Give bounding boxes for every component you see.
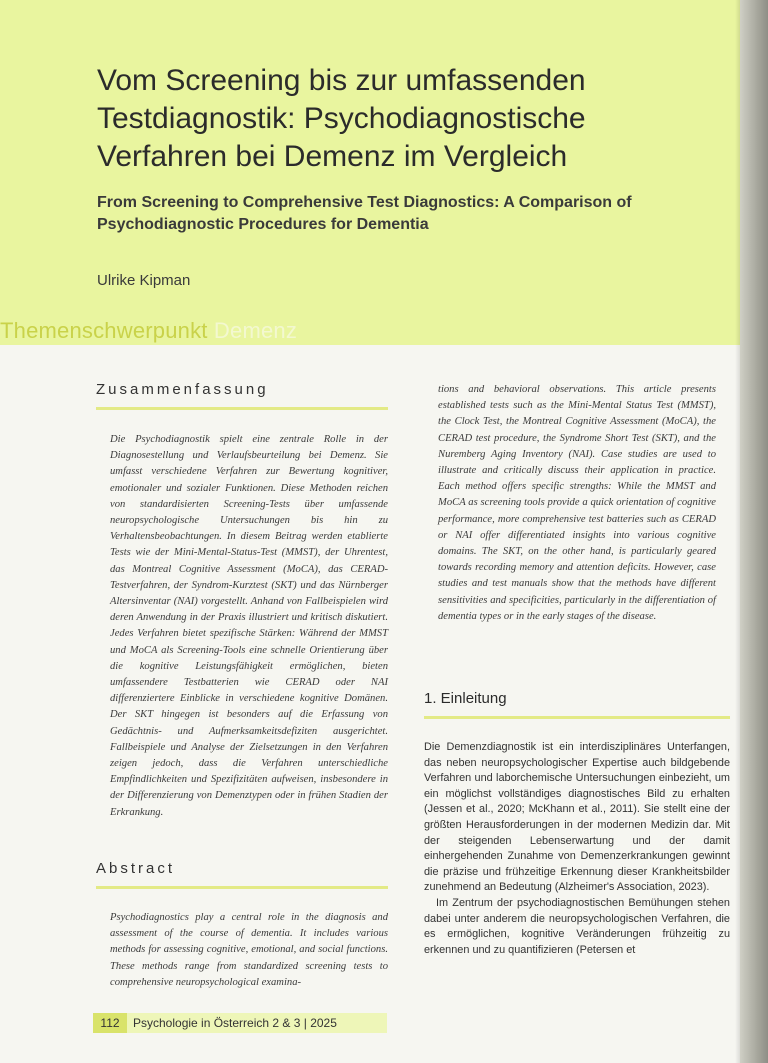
zusammenfassung-heading: Zusammenfassung [96, 381, 269, 398]
article-subtitle: From Screening to Comprehensive Test Diagnostics: A Comparison of Psychodiagnostic Procedures for Dementia [97, 194, 632, 233]
page-number: 112 [93, 1013, 127, 1033]
abstract-rule [96, 886, 388, 889]
focus-topic-banner [0, 318, 297, 344]
page-footer [93, 1013, 387, 1033]
abstract-heading: Abstract [96, 860, 176, 877]
einleitung-rule [424, 716, 730, 719]
abstract-text-part2: tions and behavioral observations. This article presents established tests such as the Mini-Mental Status Test (MMST), the Clock Test, the Montreal Cognitive Assessment (MoCA), the CERAD test procedure, the Syndrome Short Test (SKT), and the Nuremberg Aging Inventory (NAI). Case studies are used to illustrate and critically discuss their application in practice. Each method offers specific strengths: While the MMST and MoCA as screening tools provide a quick orientation of cognitive performance, more comprehensive test batteries such as CERAD or NAI offer differentiated insights into various cognitive domains. The SKT, on the other hand, is particularly geared towards recording memory and attention deficits. However, case studies and test manuals show that the methods have different sensitivities and specificities, particularly in the differentiation of dementia types or in the early stages of the disease. [438, 384, 716, 622]
banner-main-text: Themenschwerpunkt [0, 318, 214, 343]
abstract-text-part1: Psychodiagnostics play a central role in the diagnosis and assessment of the course of dementia. It includes various methods for assessing cognitive, emotional, and social functions. These methods range from standardized screening tests to comprehensive neuropsychological examina- [110, 912, 388, 988]
journal-reference: Psychologie in Österreich 2 & 3 | 2025 [133, 1016, 337, 1030]
einleitung-body [424, 740, 730, 958]
author-name: Ulrike Kipman [97, 272, 191, 289]
zusammenfassung-rule [96, 407, 388, 410]
einleitung-heading: 1. Einleitung [424, 690, 507, 707]
zusammenfassung-text: Die Psychodiagnostik spielt eine zentrale Rolle in der Diagnosestellung und Verlaufsbeurteilung bei Demenz. Sie umfasst verschiedene Verfahren zur Bewertung kognitiver, emotionaler und sozialer Funktionen. Diese Methoden reichen von standardisierten Screening-Tests über umfassende neuropsychologische Untersuchungen bis hin zu Verhaltensbeobachtungen. In diesem Beitrag werden etablierte Tests wie der Mini-Mental-Status-Test (MMST), der Uhrentest, das Montreal Cognitive Assessment (MoCA), das CERAD-Testverfahren, der Syndrom-Kurztest (SKT) und das Nürnberger Altersinventar (NAI) vorgestellt. Anhand von Fallbeispielen wird deren Anwendung in der Praxis illustriert und kritisch diskutiert. Jedes Verfahren bietet spezifische Stärken: Während der MMST und MoCA als Screening-Tools eine schnelle Orientierung über die kognitive Leistungsfähigkeit ermöglichen, bieten umfassendere Testbatterien wie CERAD oder NAI differenziertere Einblicke in verschiedene kognitive Domänen. Der SKT hingegen ist besonders auf die Erfassung von Gedächtnis- und Aufmerksamkeitsdefiziten ausgerichtet. Fallbeispiele und Analyse der Zielsetzungen in den Verfahren zeigen jedoch, dass die Verfahren unterschiedliche Empfindlichkeiten und Spezifizitäten aufweisen, insbesondere in der Differenzierung von Demenztypen oder in frühen Stadien der Erkrankung. [110, 434, 388, 818]
adjacent-page-edge [740, 0, 768, 1063]
banner-highlight-text: Demenz [213, 318, 298, 343]
einleitung-paragraph-1: Die Demenzdiagnostik ist ein interdisziplinäres Unterfangen, das neben neuropsychologischer Expertise auch bildgebende Verfahren und laborchemische Untersuchungen einbezieht, um ein möglichst vollständiges diagnostisches Bild zu erhalten (Jessen et al., 2020; McKhann et al., 2011). Sie stellt eine der größten Herausforderungen in der modernen Medizin dar. Mit der steigenden Lebenserwartung und der damit einhergehenden Zunahme von Demenzerkrankungen gewinnt die präzise und frühzeitige Erkennung dieser Krankheitsbilder zunehmend an Bedeutung (Alzheimer's Association, 2023). [424, 741, 730, 894]
einleitung-paragraph-2: Im Zentrum der psychodiagnostischen Bemühungen stehen dabei unter anderem die neuropsychologischen Verfahren, die es ermöglichen, kognitive Veränderungen frühzeitig zu erkennen und zu quantifizieren (Petersen et [424, 896, 730, 956]
article-title: Vom Screening bis zur umfassenden Testdiagnostik: Psychodiagnostische Verfahren bei Demenz im Vergleich [97, 64, 586, 173]
